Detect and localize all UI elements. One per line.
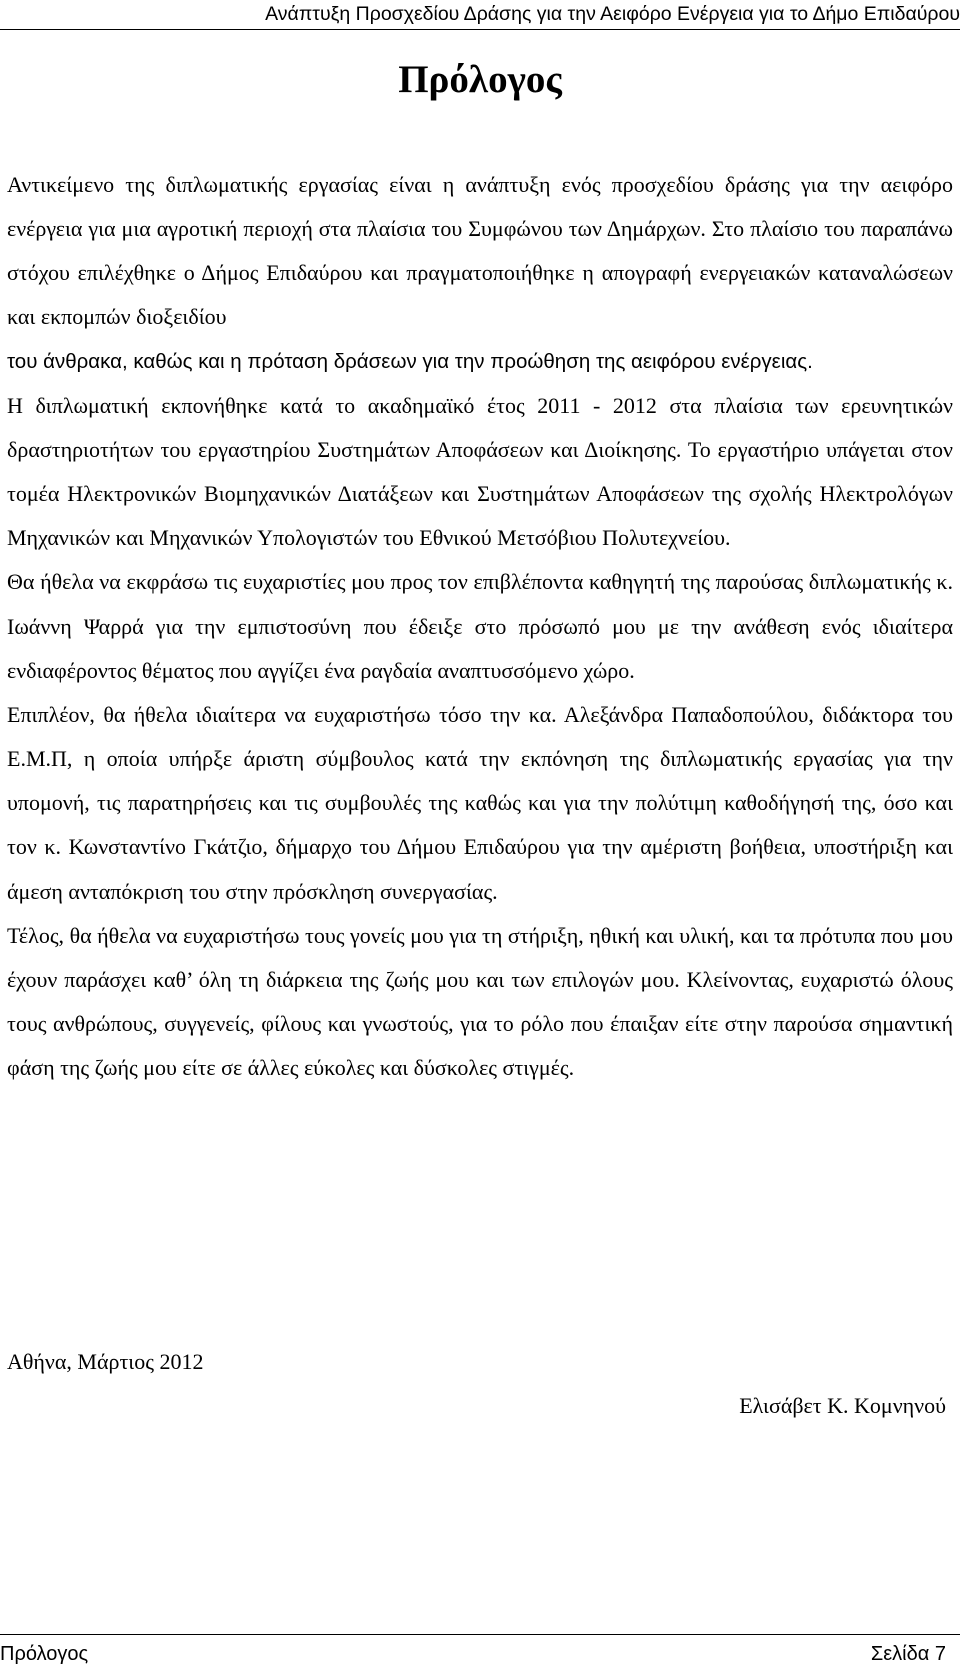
footer-section-name: Πρόλογος xyxy=(0,1643,89,1665)
paragraph-context: Η διπλωματική εκπονήθηκε κατά το ακαδημαϊκό έτος 2011 - 2012 στα πλαίσια των ερευνητικών δραστηριοτήτων του εργαστηρίου Συστημάτων Αποφάσεων και Διοίκησης. Το εργαστήριο υπάγεται στον τομέα Ηλεκτρονικών Βιομηχανικών Διατάξεων και Συστημάτων Αποφάσεων της σχολής Ηλεκτρολόγων Μηχανικών και Μηχανικών Υπολογιστών του Εθνικού Μετσόβιου Πολυτεχνείου. xyxy=(7,392,953,551)
footer-page-number: Σελίδα 7 xyxy=(870,1643,946,1665)
running-header: Ανάπτυξη Προσχεδίου Δράσης για την Αειφόρο Ενέργεια για το Δήμο Επιδαύρου xyxy=(265,3,960,25)
paragraph-thanks-advisors: Επιπλέον, θα ήθελα ιδιαίτερα να ευχαριστήσω τόσο την κα. Αλεξάνδρα Παπαδοπούλου, διδάκτορα του Ε.Μ.Π, η οποία υπήρξε άριστη σύμβουλος κατά την εκπόνηση της διπλωματικής εργασίας για την υπομονή, τις παρατηρήσεις και τις συμβουλές της καθώς και για την πολύτιμη καθοδήγησή της, όσο και τον κ. Κωνσταντίνο Γκάτζιο, δήμαρχο του Δήμου Επιδαύρου για την αμέριστη βοήθεια, υποστήριξη και άμεση ανταπόκριση του στην πρόσκληση συνεργασίας. xyxy=(7,701,953,904)
place-date: Αθήνα, Μάρτιος 2012 xyxy=(7,1349,204,1374)
footer-rule xyxy=(0,1634,960,1635)
body-text xyxy=(7,163,953,1090)
paragraph-thanks-family: Τέλος, θα ήθελα να ευχαριστήσω τους γονείς μου για τη στήριξη, ηθική και υλική, και τα πρότυπα που μου έχουν παράσχει καθ’ όλη τη διάρκεια της ζωής μου και των επιλογών μου. Κλείνοντας, ευχαριστώ όλους τους ανθρώπους, συγγενείς, φίλους και γνωστούς, για το ρόλο που έπαιξαν είτε στην παρούσα σημαντική φάση της ζωής μου είτε σε άλλες εύκολες και δύσκολες στιγμές. xyxy=(7,922,953,1081)
paragraph-thanks-supervisor: Θα ήθελα να εκφράσω τις ευχαριστίες μου προς τον επιβλέποντα καθηγητή της παρούσας διπλωματικής κ. Ιωάννη Ψαρρά για την εμπιστοσύνη που έδειξε στο πρόσωπό μου με την ανάθεση ενός ιδιαίτερα ενδιαφέροντος θέματος που αγγίζει ένα ραγδαία αναπτυσσόμενο χώρο. xyxy=(7,569,953,683)
paragraph-intro: Αντικείμενο της διπλωματικής εργασίας είναι η ανάπτυξη ενός προσχεδίου δράσης για την αειφόρο ενέργεια για μια αγροτική περιοχή στα πλαίσια του Συμφώνου των Δημάρχων. Στο πλαίσιο του παραπάνω στόχου επιλέχθηκε ο Δήμος Επιδαύρου και πραγματοποιήθηκε η απογραφή ενεργειακών καταναλώσεων και εκπομπών διοξειδίου xyxy=(7,172,953,330)
header-rule xyxy=(0,29,960,30)
author-signature-name: Ελισάβετ Κ. Κομνηνού xyxy=(739,1393,946,1418)
page-title: Πρόλογος xyxy=(398,58,562,101)
paragraph-intro-continuation: του άνθρακα, καθώς και η πρόταση δράσεων για την προώθηση της αειφόρου ενέργειας. xyxy=(7,349,813,373)
